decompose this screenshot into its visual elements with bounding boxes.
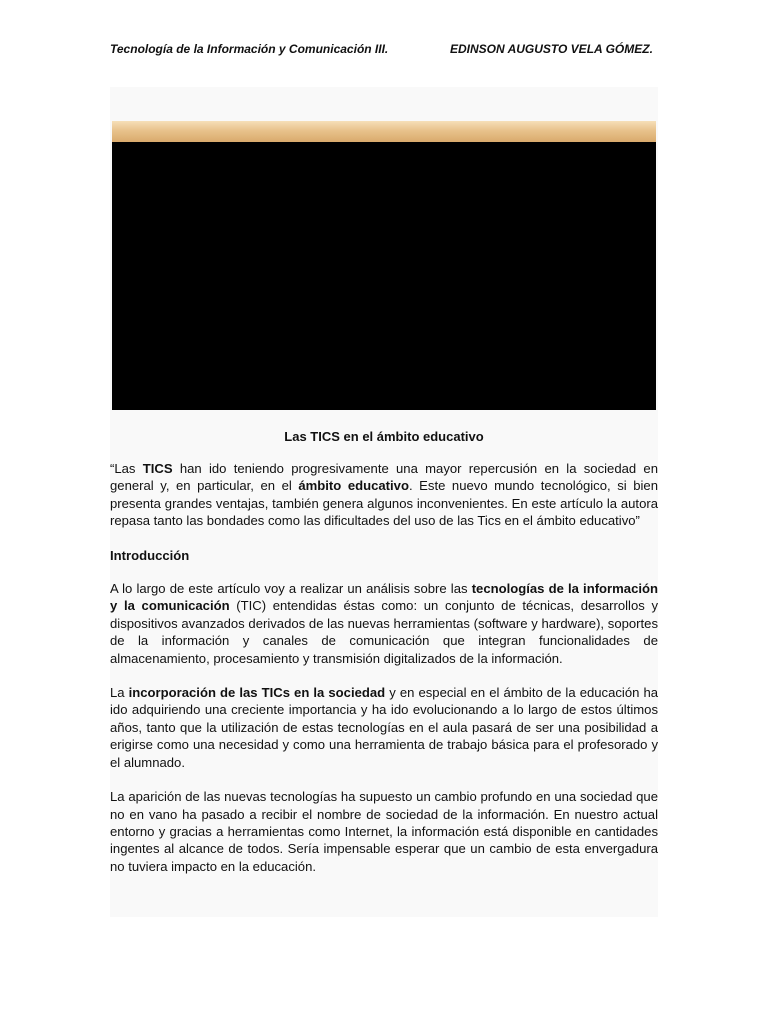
paragraph-text: y en especial en el ámbito de la educación ha ido adquiriendo una creciente importancia y ha ido evolucionando a lo largo de estos últimos años, tanto que la utilización de estas tecnologías en el aula pasará de ser una posibilidad a erigirse como una necesidad y como una herramienta de trabajo básica para el profesorado y el alumnado. <box>110 685 659 770</box>
quote-text: han ido teniendo progresivamente una mayor repercusión en la sociedad en general y, en particular, en el <box>110 461 658 494</box>
embedded-video-player[interactable] <box>112 142 656 410</box>
paragraph-1 <box>110 580 658 667</box>
header-course-title: Tecnología de la Información y Comunicación III. <box>110 42 389 56</box>
intro-heading: Introducción <box>110 547 190 563</box>
article-body <box>110 428 658 892</box>
paragraph-text: La <box>110 685 129 701</box>
paragraph-3: La aparición de las nuevas tecnologías ha supuesto un cambio profundo en una sociedad que no en vano ha pasado a recibir el nombre de sociedad de la información. En nuestro actual entorno y gracias a herramientas como Internet, la información está disponible en cantidades ingentes al alcance de todos. Sería impensable esperar que un cambio de esta envergadura no tuviera impacto en la educación. <box>110 789 658 874</box>
quote-bold-ambito: ámbito educativo <box>298 478 409 494</box>
paragraph-bold-text: tecnologías de la información y la comunicación <box>110 581 658 614</box>
paragraph-text: A lo largo de este artículo voy a realizar un análisis sobre las <box>110 581 472 597</box>
paragraph-2 <box>110 684 658 771</box>
quote-text: . Este nuevo mundo tecnológico, si bien presenta grandes ventajas, también genera algunos inconvenientes. En este artículo la autora repasa tanto las bondades como las dificultades del uso de las Tics en el ámbito educativo” <box>110 478 658 529</box>
quote-bold-tics: TICS <box>142 461 173 476</box>
article-quote <box>110 460 658 530</box>
quote-text: “Las <box>110 461 143 476</box>
paragraph-bold-text: incorporación de las TICs en la sociedad <box>128 685 386 701</box>
article-title: Las TICS en el ámbito educativo <box>284 429 484 444</box>
video-top-banner <box>112 121 656 142</box>
paragraph-text: (TIC) entendidas éstas como: un conjunto de técnicas, desarrollos y dispositivos avanzados derivados de las nuevas herramientas (software y hardware), soportes de la información y canales de comunicación que integran funcionalidades de almacenamiento, procesamiento y transmisión digitalizados de la información. <box>110 598 658 666</box>
header-author-name: EDINSON AUGUSTO VELA GÓMEZ. <box>450 42 653 56</box>
